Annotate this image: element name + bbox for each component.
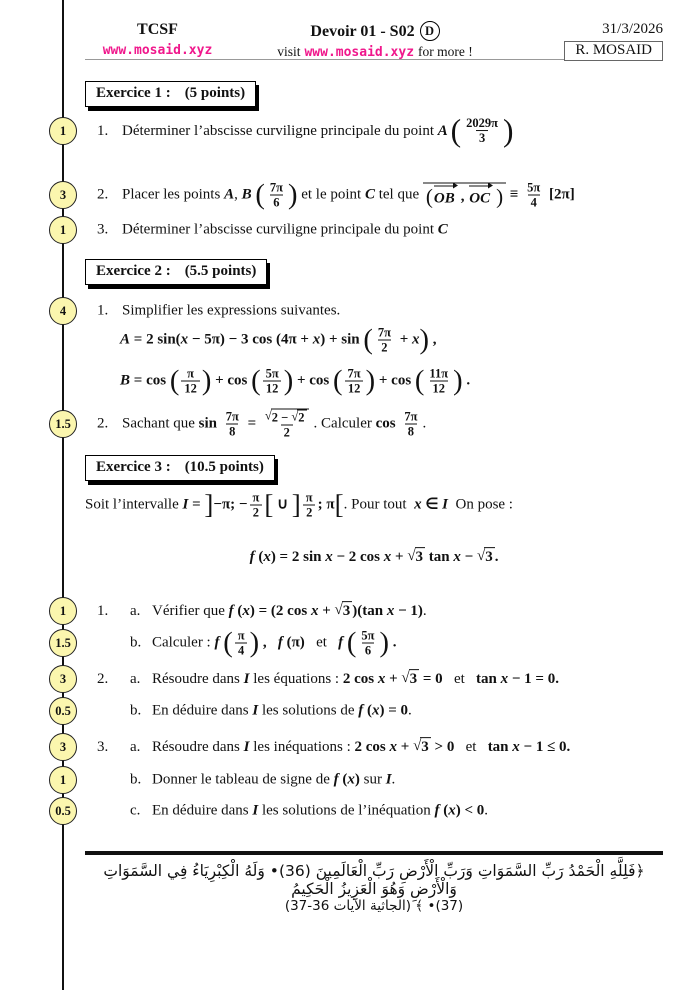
text-run: [2π] (545, 186, 575, 203)
math-line (250, 547, 499, 567)
big-delimiter: ] (291, 489, 301, 520)
item-number: 3. (97, 221, 109, 238)
text-run: Vérifier que (152, 602, 229, 619)
text-run: = 2 sin( (130, 331, 181, 348)
math-line (85, 491, 513, 520)
text-run: A (224, 186, 235, 203)
text-run: et (454, 738, 488, 755)
square-root: √ 2 − √ 2 (265, 409, 309, 425)
date: 31/3/2026 (602, 21, 663, 37)
exercise-title-box (85, 81, 256, 107)
square-root: √ 3 (476, 548, 493, 566)
big-delimiter: ] (204, 489, 214, 520)
vector: OB (433, 184, 461, 208)
site-link-left[interactable]: www.mosaid.xyz (102, 43, 213, 58)
text-run: > 0 (430, 738, 455, 755)
math-line (122, 221, 448, 240)
site-link-center[interactable]: www.mosaid.xyz (304, 45, 415, 60)
text-run: − 2 cos (332, 548, 384, 565)
exercise-title: Exercice 2 : (96, 263, 171, 279)
margin-points-badge: 1 (49, 766, 77, 794)
text-run: Déterminer l’abscisse curviligne principale du point (122, 221, 438, 238)
item-number: 2. (97, 186, 109, 203)
big-delimiter: [ (334, 489, 344, 520)
item-letter: a. (130, 602, 141, 619)
exercise-points: (10.5 points) (184, 459, 264, 475)
visit-prefix: visit (277, 44, 301, 59)
text-run: + cos (293, 372, 334, 389)
math-line (152, 702, 412, 721)
fraction: $\frac{5\pi}{4}$ (527, 180, 541, 210)
fraction: $\frac{\pi}{2}$ (303, 491, 316, 520)
big-delimiter: ) (453, 365, 463, 397)
margin-points-badge: 3 (49, 181, 77, 209)
item-number: 1. (97, 602, 109, 619)
text-run: x (312, 331, 321, 348)
text-run: Calculer : (152, 634, 215, 651)
text-run: f (358, 702, 367, 719)
visit-line (245, 44, 505, 60)
text-run: f (434, 802, 444, 819)
text-run: I (182, 496, 189, 513)
math-line (122, 181, 575, 210)
content-row (97, 737, 570, 757)
text-run: . Calculer (313, 415, 376, 432)
text-run: les équations : (249, 670, 343, 687)
text-run: 2 cos (342, 670, 378, 687)
item-number: 1. (97, 122, 109, 139)
text-run: + (318, 602, 335, 619)
content-row (97, 409, 426, 440)
text-run: tel que (374, 186, 423, 203)
math-line (152, 601, 427, 621)
text-run: . (422, 602, 427, 619)
square-root: √ 3 (334, 602, 351, 620)
text-run: Déterminer l’abscisse curviligne principale du point (122, 122, 438, 139)
fraction: $\frac{7\pi}{6}$ (269, 180, 283, 210)
content-row (97, 113, 514, 149)
text-run (267, 634, 278, 653)
text-run: f (277, 634, 287, 651)
text-run: − 5π) − 3 cos (4π + (188, 331, 313, 348)
item-letter: b. (130, 771, 142, 788)
text-run: C (437, 221, 448, 238)
content-row (97, 221, 448, 240)
text-run: f (228, 602, 238, 619)
text-run: ) = 2 sin (270, 548, 326, 565)
text-run: tan (487, 738, 513, 755)
text-run: Résoudre dans (152, 738, 244, 755)
content-row (85, 547, 663, 567)
text-run: 2 cos (354, 738, 390, 755)
text-run: Donner le tableau de signe de (152, 771, 334, 788)
text-run: les solutions de (258, 702, 359, 719)
text-run: f (214, 634, 224, 651)
big-delimiter: ( (251, 365, 261, 397)
text-run: tan (476, 670, 501, 687)
fraction: √ 2 − √ 2 2 (262, 409, 312, 440)
margin-rule-line (62, 0, 64, 990)
big-delimiter: ( (425, 184, 433, 209)
math-line (122, 113, 514, 149)
text-run: . (408, 702, 412, 719)
text-run: ; π (317, 496, 335, 513)
text-run: cos (375, 415, 400, 432)
text-run: 2 − (271, 410, 292, 424)
item-number: 2. (97, 670, 109, 687)
text-run: ≡ (506, 186, 523, 203)
visit-suffix: for more ! (418, 44, 473, 59)
text-run: . (422, 415, 427, 432)
content-row (130, 629, 397, 658)
content-row (130, 702, 412, 721)
angle-overline (423, 182, 506, 208)
math-line (120, 326, 437, 355)
text-run: f (333, 771, 343, 788)
big-delimiter: ( (363, 324, 373, 356)
text-run: ) (354, 771, 360, 788)
text-run: ) = (2 cos (249, 602, 311, 619)
text-run: A (437, 122, 451, 139)
header-center (245, 21, 505, 60)
math-line (152, 771, 395, 790)
exercise-title: Exercice 3 : (96, 459, 171, 475)
text-run: I (252, 702, 259, 719)
text-run: . (389, 634, 397, 651)
text-run: ) < 0 (455, 802, 485, 819)
exercise-title-box (85, 455, 275, 481)
text-run: − 1 ≤ 0. (519, 738, 571, 755)
fraction: $\frac{\pi}{12}$ (181, 367, 200, 396)
author-box: R. MOSAID (564, 41, 663, 61)
text-run: x (371, 702, 380, 719)
text-run: + (397, 738, 414, 755)
text-run: tan (425, 548, 454, 565)
text-run: f (249, 548, 259, 565)
text-run: Sachant que (122, 415, 199, 432)
content-row (97, 181, 575, 210)
text-run: I (252, 802, 259, 819)
item-number: 2. (97, 415, 109, 432)
margin-points-badge: 0.5 (49, 697, 77, 725)
margin-points-badge: 1 (49, 117, 77, 145)
doc-title (245, 21, 505, 41)
text-run: = (243, 415, 260, 432)
exercise-points: (5.5 points) (184, 263, 257, 279)
quran-verse-line2: (37)• ﴾ (الجاثية الآيات 36-37) (284, 898, 464, 914)
fraction: $\frac{5\pi}{12}$ (263, 367, 282, 396)
header-left (80, 21, 235, 58)
text-run: les inéquations : (249, 738, 355, 755)
fraction: $\frac{7\pi}{12}$ (345, 367, 364, 396)
variant-badge: D (420, 21, 440, 41)
margin-points-badge: 4 (49, 297, 77, 325)
big-delimiter: ) (283, 365, 294, 397)
text-run: x (386, 602, 395, 619)
square-root: √ 3 (407, 548, 424, 566)
text-run: x (377, 670, 386, 687)
text-run: ( (237, 602, 243, 619)
text-run: + cos (375, 372, 415, 389)
text-run: I (243, 738, 250, 755)
text-run: x (414, 496, 422, 513)
text-run: x (347, 771, 355, 788)
text-run: B (241, 186, 256, 203)
text-run: x (500, 670, 509, 687)
margin-points-badge: 1 (49, 597, 77, 625)
content-row (130, 802, 488, 821)
text-run: + (395, 331, 413, 348)
content-row (120, 326, 437, 355)
quran-verse-line1: ﴿فَلِلَّهِ الْحَمْدُ رَبِّ السَّمَوَاتِ وَرَبِّ الْأَرْضِ رَبِّ الْعَالَمِينَ (36)• وَلَهُ الْكِبْرِيَاءُ فِي السَّمَوَاتِ وَالْأَرْضِ وَهُوَ الْعَزِيزُ الْحَكِيمُ (103, 862, 645, 898)
exercise-points: (5 points) (184, 85, 246, 101)
content-row (85, 491, 513, 520)
big-delimiter: ) (287, 179, 298, 211)
content-row (130, 771, 395, 790)
item-letter: a. (130, 738, 141, 755)
text-run: x (180, 331, 189, 348)
text-run: , (460, 188, 469, 205)
math-line (122, 302, 340, 321)
text-run: En déduire dans (152, 802, 253, 819)
header-right (564, 21, 663, 61)
big-delimiter: ( (255, 179, 265, 211)
text-run: et (442, 670, 477, 687)
big-delimiter: ) (379, 627, 389, 659)
big-delimiter: ( (346, 627, 357, 659)
big-delimiter: ( (169, 365, 180, 397)
math-line (152, 629, 397, 658)
text-run: . (391, 771, 396, 788)
text-run: sin (198, 415, 221, 432)
text-run: sur (359, 771, 386, 788)
text-run: , (234, 186, 242, 203)
text-run: I (442, 496, 448, 513)
square-root: √ 3 (401, 670, 418, 688)
math-line (152, 737, 570, 757)
text-run: ∪ (273, 496, 292, 513)
text-run: On pose : (447, 496, 513, 513)
text-run: I (243, 670, 250, 687)
square-root: √ 3 (413, 738, 429, 756)
text-run: , (429, 331, 437, 348)
text-run: x (383, 548, 392, 565)
text-run: et le point (297, 186, 365, 203)
text-run: ( (258, 548, 264, 565)
text-run: = (188, 496, 205, 513)
big-delimiter: ( (450, 113, 462, 149)
text-run: − 1 = 0. (508, 670, 559, 687)
math-line (122, 409, 426, 440)
text-run: − 1) (394, 602, 423, 619)
math-line (152, 669, 559, 689)
fraction: $\frac{7\pi}{8}$ (404, 409, 418, 439)
exercise-title-box (85, 259, 267, 285)
text-run: = cos (130, 372, 170, 389)
margin-points-badge: 1.5 (49, 629, 77, 657)
math-line (120, 367, 470, 396)
text-run: −π; − (213, 496, 248, 513)
fraction: $\frac{7\pi}{2}$ (377, 325, 391, 355)
item-number: 1. (97, 302, 109, 319)
text-run: x (512, 738, 520, 755)
text-run: Soit l’intervalle (85, 496, 183, 513)
fraction: $\frac{\pi}{2}$ (249, 491, 262, 520)
text-run: . Pour tout (343, 496, 415, 513)
margin-points-badge: 0.5 (49, 797, 77, 825)
text-run: + (391, 548, 408, 565)
fraction: $\frac{7\pi}{8}$ (225, 409, 239, 439)
big-delimiter: [ (264, 489, 274, 520)
margin-points-badge: 1 (49, 216, 77, 244)
text-run: x (242, 602, 250, 619)
margin-points-badge: 3 (49, 733, 77, 761)
big-delimiter: ) (201, 365, 212, 397)
text-run: x (448, 802, 456, 819)
text-run: x (389, 738, 397, 755)
item-letter: c. (130, 802, 141, 819)
text-run: + (385, 670, 402, 687)
text-run: x (412, 331, 420, 348)
text-run: ) = 0 (379, 702, 409, 719)
text-run: f (338, 634, 347, 651)
exercise-title: Exercice 1 : (96, 85, 171, 101)
big-delimiter: ( (223, 627, 233, 659)
text-run: En déduire dans (152, 702, 253, 719)
big-delimiter: ) (496, 184, 504, 209)
content-row (97, 601, 427, 621)
margin-points-badge: 1.5 (49, 410, 77, 438)
text-run: x (453, 548, 461, 565)
item-letter: b. (130, 634, 142, 651)
text-run: les solutions de l’inéquation (258, 802, 435, 819)
text-run: ( (342, 771, 348, 788)
text-run: Simplifier les expressions suivantes. (122, 302, 341, 319)
text-run: ∈ (421, 496, 443, 513)
text-run: x (325, 548, 333, 565)
text-run: ( (366, 702, 372, 719)
text-run: B (120, 372, 131, 389)
fraction: $\frac{11\pi}{12}$ (429, 366, 449, 396)
text-run: = 0 (419, 670, 443, 687)
text-run: . (494, 548, 499, 565)
text-run: A (120, 331, 131, 348)
text-run: et (304, 634, 339, 651)
big-delimiter: ) (365, 365, 376, 397)
text-run: . (462, 372, 471, 389)
school-name: TCSF (137, 21, 178, 38)
fraction: $\frac{5\pi}{6}$ (361, 628, 375, 658)
big-delimiter: ) (419, 324, 430, 356)
text-run: ( (443, 802, 449, 819)
content-row (97, 669, 559, 689)
text-run: . (484, 802, 489, 819)
margin-points-badge: 3 (49, 665, 77, 693)
item-number: 3. (97, 738, 109, 755)
text-run: Placer les points (122, 186, 225, 203)
big-delimiter: ) (503, 113, 514, 149)
vector: OC (468, 184, 496, 208)
square-root: √ 2 (291, 409, 305, 425)
fraction: $\frac{2029\pi}{3}$ (466, 116, 499, 146)
item-letter: a. (130, 670, 141, 687)
text-run: ) + sin (320, 331, 364, 348)
big-delimiter: ( (333, 365, 343, 397)
item-letter: b. (130, 702, 142, 719)
text-run: C (364, 186, 375, 203)
doc-title-text: Devoir 01 - S02 (310, 23, 415, 40)
text-run: , (259, 634, 267, 651)
text-run: − (460, 548, 477, 565)
text-run: I (385, 771, 392, 788)
fraction: $\frac{\pi}{4}$ (235, 629, 248, 658)
big-delimiter: ) (249, 627, 260, 659)
text-run: )(tan (352, 602, 387, 619)
text-run: Résoudre dans (152, 670, 244, 687)
big-delimiter: ( (414, 365, 425, 397)
text-run: x (263, 548, 271, 565)
text-run: + cos (211, 372, 252, 389)
text-run: (π) (286, 634, 305, 651)
footer-rule (85, 851, 663, 855)
content-row (120, 367, 470, 396)
text-run: x (310, 602, 319, 619)
content-row (97, 302, 340, 321)
math-line (152, 802, 488, 821)
